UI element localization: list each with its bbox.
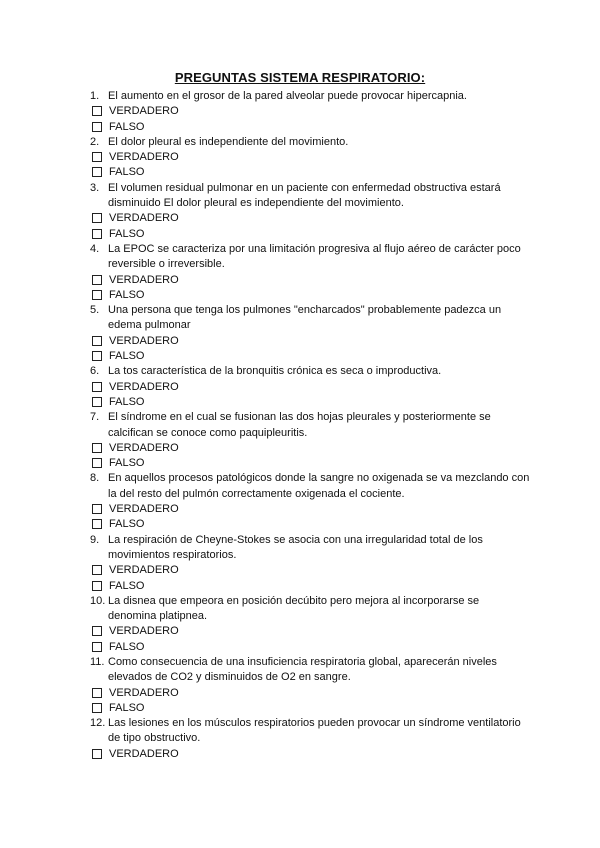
answer-option-verdadero[interactable] bbox=[90, 273, 530, 288]
question-number: 11. bbox=[90, 655, 105, 668]
answer-option-label: FALSO bbox=[109, 120, 145, 133]
answer-option-label: VERDADERO bbox=[109, 686, 179, 699]
answer-option-falso[interactable] bbox=[90, 120, 530, 135]
checkbox-icon[interactable] bbox=[92, 626, 102, 636]
question-item bbox=[90, 471, 530, 502]
question-item bbox=[90, 181, 530, 212]
answer-option-verdadero[interactable] bbox=[90, 686, 530, 701]
checkbox-icon[interactable] bbox=[92, 336, 102, 346]
question-item bbox=[90, 594, 530, 625]
checkbox-icon[interactable] bbox=[92, 688, 102, 698]
answer-option-label: FALSO bbox=[109, 518, 145, 531]
answer-option-label: FALSO bbox=[109, 457, 145, 470]
question-text: En aquellos procesos patológicos donde la sangre no oxigenada se va mezclando con la del resto del pulmón correctamente oxigenada el cociente. bbox=[108, 472, 530, 500]
question-number: 4. bbox=[90, 242, 100, 255]
answer-option-verdadero[interactable] bbox=[90, 334, 530, 349]
checkbox-icon[interactable] bbox=[92, 565, 102, 575]
checkbox-icon[interactable] bbox=[92, 458, 102, 468]
answer-option-falso[interactable] bbox=[90, 288, 530, 303]
question-number: 7. bbox=[90, 411, 100, 424]
question-text: El aumento en el grosor de la pared alveolar puede provocar hipercapnia. bbox=[108, 90, 467, 102]
question-text: El dolor pleural es independiente del movimiento. bbox=[108, 135, 349, 148]
answer-option-label: VERDADERO bbox=[109, 151, 179, 164]
answer-option-verdadero[interactable] bbox=[90, 150, 530, 165]
answer-option-verdadero[interactable] bbox=[90, 380, 530, 395]
checkbox-icon[interactable] bbox=[92, 749, 102, 759]
answer-option-label: VERDADERO bbox=[109, 625, 179, 638]
question-item bbox=[90, 135, 530, 150]
checkbox-icon[interactable] bbox=[92, 581, 102, 591]
answer-option-falso[interactable] bbox=[90, 349, 530, 364]
checkbox-icon[interactable] bbox=[92, 504, 102, 514]
question-number: 8. bbox=[90, 472, 100, 485]
question-item bbox=[90, 655, 530, 686]
answer-option-label: FALSO bbox=[109, 288, 145, 301]
question-text: El volumen residual pulmonar en un paciente con enfermedad obstructiva estará disminuido El dolor pleural es independiente del movimiento. bbox=[108, 181, 501, 210]
answer-option-falso[interactable] bbox=[90, 579, 530, 594]
question-item bbox=[90, 242, 530, 273]
answer-option-label: FALSO bbox=[109, 166, 145, 179]
question-number: 2. bbox=[90, 135, 100, 148]
question-text: La tos característica de la bronquitis crónica es seca o improductiva. bbox=[108, 365, 442, 378]
answer-option-verdadero[interactable] bbox=[90, 563, 530, 578]
question-item bbox=[90, 716, 530, 747]
answer-option-label: FALSO bbox=[109, 350, 145, 363]
answer-option-label: VERDADERO bbox=[109, 747, 179, 760]
answer-option-label: FALSO bbox=[109, 701, 145, 714]
answer-option-label: VERDADERO bbox=[109, 503, 179, 516]
answer-option-falso[interactable] bbox=[90, 165, 530, 180]
answer-option-verdadero[interactable] bbox=[90, 104, 530, 119]
page-title: PREGUNTAS SISTEMA RESPIRATORIO: bbox=[174, 70, 426, 85]
answer-option-falso[interactable] bbox=[90, 227, 530, 242]
checkbox-icon[interactable] bbox=[92, 443, 102, 453]
checkbox-icon[interactable] bbox=[92, 351, 102, 361]
checkbox-icon[interactable] bbox=[92, 152, 102, 162]
answer-option-falso[interactable] bbox=[90, 456, 530, 471]
question-item bbox=[90, 303, 530, 334]
question-list bbox=[90, 89, 530, 762]
answer-option-verdadero[interactable] bbox=[90, 624, 530, 639]
question-number: 9. bbox=[90, 533, 100, 546]
answer-option-label: VERDADERO bbox=[109, 105, 179, 118]
question-number: 12. bbox=[90, 717, 106, 730]
answer-option-label: VERDADERO bbox=[109, 564, 179, 577]
question-item bbox=[90, 410, 530, 441]
checkbox-icon[interactable] bbox=[92, 106, 102, 116]
answer-option-label: FALSO bbox=[109, 579, 145, 592]
answer-option-verdadero[interactable] bbox=[90, 502, 530, 517]
checkbox-icon[interactable] bbox=[92, 642, 102, 652]
question-number: 6. bbox=[90, 365, 100, 378]
question-text: La disnea que empeora en posición decúbito pero mejora al incorporarse se denomina platipnea. bbox=[108, 594, 480, 623]
checkbox-icon[interactable] bbox=[92, 397, 102, 407]
answer-option-label: VERDADERO bbox=[109, 212, 179, 225]
question-number: 10. bbox=[90, 594, 106, 607]
question-text: La respiración de Cheyne-Stokes se asocia con una irregularidad total de los movimientos respiratorios. bbox=[108, 533, 483, 561]
question-item bbox=[90, 533, 530, 564]
answer-option-label: FALSO bbox=[109, 640, 145, 653]
question-text: Las lesiones en los músculos respiratorios pueden provocar un síndrome ventilatorio de tipo obstructivo. bbox=[108, 717, 521, 745]
checkbox-icon[interactable] bbox=[92, 122, 102, 132]
checkbox-icon[interactable] bbox=[92, 290, 102, 300]
answer-option-label: VERDADERO bbox=[109, 380, 179, 393]
question-text: Como consecuencia de una insuficiencia respiratoria global, aparecerán niveles elevados de CO2 y disminuidos de O2 en sangre. bbox=[108, 655, 497, 684]
answer-option-falso[interactable] bbox=[90, 701, 530, 716]
question-number: 5. bbox=[90, 304, 100, 317]
question-text: Una persona que tenga los pulmones "encharcados" probablemente padezca un edema pulmonar bbox=[108, 304, 502, 332]
question-text: El síndrome en el cual se fusionan las dos hojas pleurales y posteriormente se calcifican se conoce como paquipleuritis. bbox=[108, 411, 491, 439]
checkbox-icon[interactable] bbox=[92, 213, 102, 223]
question-text: La EPOC se caracteriza por una limitación progresiva al flujo aéreo de carácter poco reversible o irreversible. bbox=[108, 242, 521, 271]
answer-option-falso[interactable] bbox=[90, 395, 530, 410]
checkbox-icon[interactable] bbox=[92, 275, 102, 285]
answer-option-label: VERDADERO bbox=[109, 441, 179, 454]
question-item bbox=[90, 364, 530, 379]
checkbox-icon[interactable] bbox=[92, 229, 102, 239]
checkbox-icon[interactable] bbox=[92, 167, 102, 177]
checkbox-icon[interactable] bbox=[92, 382, 102, 392]
checkbox-icon[interactable] bbox=[92, 519, 102, 529]
question-number: 3. bbox=[90, 181, 100, 194]
question-item bbox=[90, 89, 530, 104]
answer-option-label: FALSO bbox=[109, 395, 145, 408]
answer-option-label: VERDADERO bbox=[109, 334, 179, 347]
answer-option-falso[interactable] bbox=[90, 517, 530, 532]
checkbox-icon[interactable] bbox=[92, 703, 102, 713]
answer-option-label: FALSO bbox=[109, 227, 145, 240]
answer-option-falso[interactable] bbox=[90, 640, 530, 655]
answer-option-verdadero[interactable] bbox=[90, 441, 530, 456]
answer-option-label: VERDADERO bbox=[109, 273, 179, 286]
answer-option-verdadero[interactable] bbox=[90, 747, 530, 762]
answer-option-verdadero[interactable] bbox=[90, 211, 530, 226]
question-number: 1. bbox=[90, 90, 100, 102]
